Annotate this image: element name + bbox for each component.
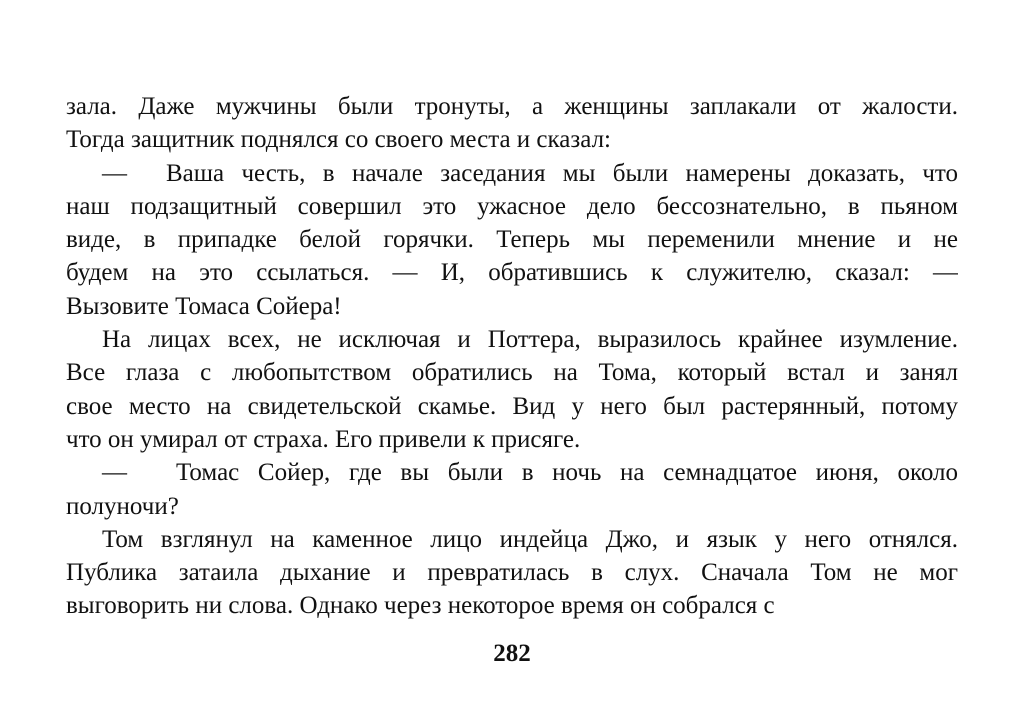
text-line: Томас Сойер, где вы были в ночь на семнадцатое июня, около [176,459,958,487]
text-line: Тогда защитник поднялся со своего места и сказал: [66,126,611,154]
book-page-text [66,90,958,623]
text-line: Все глаза с любопытством обратились на Тома, который встал и занял [66,359,958,387]
dialogue-line [66,456,958,489]
page-number: 282 [493,640,531,667]
text-line: что он умирал от страха. Его привели к присяге. [66,425,581,453]
dialogue-dash: — [102,159,127,187]
text-line: зала. Даже мужчины были тронуты, а женщины заплакали от жалости. [66,93,958,120]
dialogue-dash: — [102,459,127,487]
text-line: виде, в припадке белой горячки. Теперь мы переменили мнение и не [66,226,958,254]
text-line: свое место на свидетельской скамье. Вид у него был растерянный, потому [66,392,958,420]
text-line: выговорить ни слова. Однако через некоторое время он собрался с [66,592,775,620]
dialogue-line [66,157,958,190]
text-line: Публика затаила дыхание и превратилась в слух. Сначала Том не мог [66,559,958,587]
text-line: полуночи? [66,492,179,520]
text-line: Ваша честь, в начале заседания мы были намерены доказать, что [166,159,958,187]
text-line: Том взглянул на каменное лицо индейца Джо, и язык у него отнялся. [102,525,958,553]
text-line: будем на это ссылаться. — И, обратившись к служителю, сказал: — [66,259,958,287]
text-line: Вызовите Томаса Сойера! [66,292,342,320]
text-line: наш подзащитный совершил это ужасное дело бессознательно, в пьяном [66,192,958,220]
text-line: На лицах всех, не исключая и Поттера, выразилось крайнее изумление. [102,326,958,354]
